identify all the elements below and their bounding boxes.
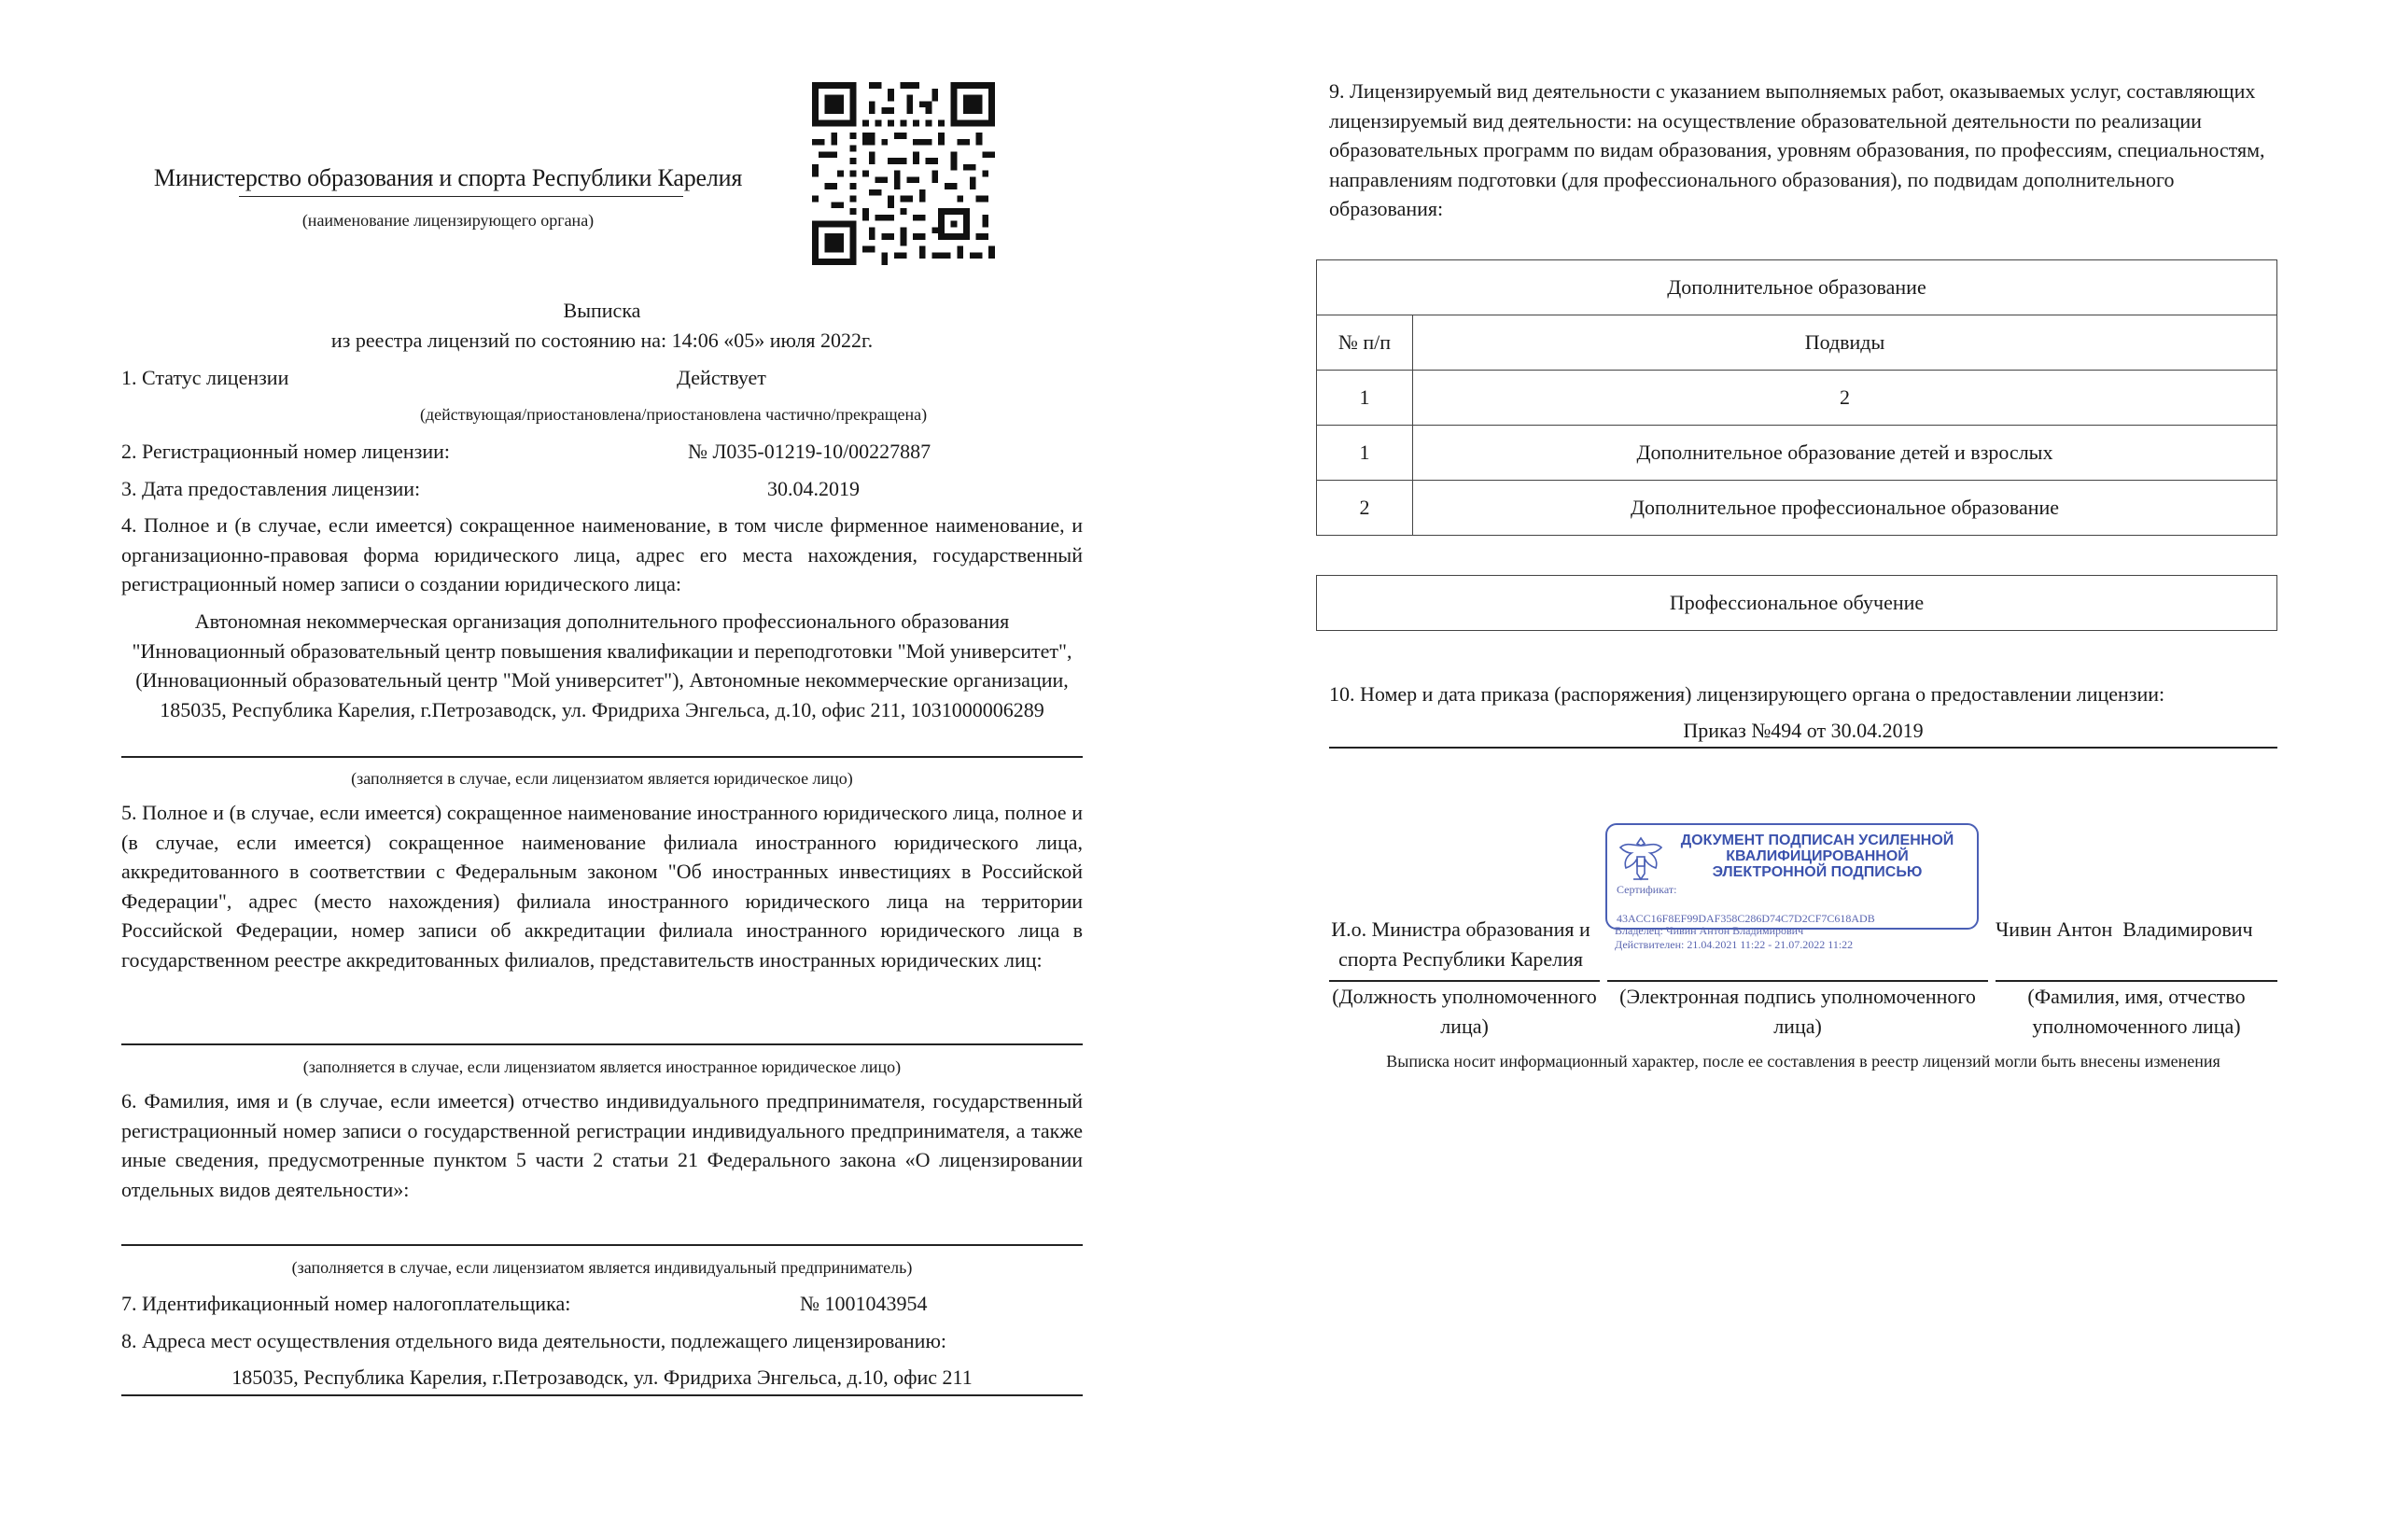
table-title-row <box>1317 260 2277 315</box>
order-underline <box>1329 747 2277 749</box>
issue-date-label: 3. Дата предоставления лицензии: <box>121 477 421 500</box>
signer-name: Чивин Антон Владимирович <box>1996 917 2253 941</box>
item4-text: 4. Полное и (в случае, если имеется) сокращенное наименование, в том числе фирменное наименование, и организационно-правовая форма юридического лица, адрес его места нахождения, государственный регистрационный номер записи о создании юридического лица: <box>121 513 1083 595</box>
item5-caption: (заполняется в случае, если лицензиатом является иностранное юридическое лицо) <box>302 1057 902 1076</box>
caption-signature: (Электронная подпись уполномоченного лица) <box>1619 985 1976 1038</box>
item4-underline <box>121 756 1083 758</box>
extract-title: Выписка <box>563 299 641 322</box>
item5-underline <box>121 1043 1083 1045</box>
item6-text: 6. Фамилия, имя и (в случае, если имеется) отчество индивидуального предпринимателя, государственный регистрационный номер записи о государственной регистрации индивидуального предпринимателя, а также иные сведения, предусмотренные пунктом 5 части 2 статьи 21 Федерального закона «О лицензировании отдельных видов деятельности»: <box>121 1089 1083 1201</box>
inn-value: № 1001043954 <box>800 1292 928 1315</box>
item10-text: 10. Номер и дата приказа (распоряжения) лицензирующего органа о предоставлении лицензии: <box>1329 682 2165 706</box>
item6-underline <box>121 1244 1083 1246</box>
order-value: Приказ №494 от 30.04.2019 <box>1683 719 1924 742</box>
extract-subtitle: из реестра лицензий по состоянию на: 14:06 «05» июля 2022г. <box>330 329 874 352</box>
status-value: Действует <box>677 366 766 389</box>
table-title: Дополнительное образование <box>1317 260 2277 315</box>
item6-caption: (заполняется в случае, если лицензиатом является индивидуальный предприниматель) <box>291 1258 913 1277</box>
stamp-validity: Действителен: 21.04.2021 11:22 - 21.07.2022 11:22 <box>1615 938 1854 951</box>
stamp-cert-label: Сертификат: <box>1617 883 1677 896</box>
row-number: 1 <box>1317 426 1413 481</box>
education-table <box>1316 259 2277 536</box>
coat-of-arms-icon <box>1615 833 1667 885</box>
inn-label: 7. Идентификационный номер налогоплательщика: <box>121 1292 571 1315</box>
right-page <box>1316 0 2287 1540</box>
table-index-row <box>1317 371 2277 426</box>
stamp-certificate: 43ACC16F8EF99DAF358C286D74C7D2CF7C618ADB <box>1617 912 1875 925</box>
address-label: 8. Адреса мест осуществления отдельного вида деятельности, подлежащего лицензированию: <box>121 1329 946 1352</box>
address-underline <box>121 1394 1083 1396</box>
stamp-owner: Владелец: Чивин Антон Владимирович <box>1615 924 1804 937</box>
row-subtype: Дополнительное образование детей и взрослых <box>1413 426 2277 481</box>
col-subtypes-header: Подвиды <box>1413 315 2277 371</box>
status-label: 1. Статус лицензии <box>121 366 289 389</box>
authority-underline <box>239 196 683 197</box>
table-cell: 1 <box>1317 371 1413 426</box>
table-row <box>1317 426 2277 481</box>
e-signature-stamp <box>1605 823 1979 930</box>
reg-number-label: 2. Регистрационный номер лицензии: <box>121 440 451 463</box>
caption-position: (Должность уполномоченного лица) <box>1332 985 1597 1038</box>
caption-name: (Фамилия, имя, отчество уполномоченного лица) <box>2027 985 2246 1038</box>
address-value: 185035, Республика Карелия, г.Петрозаводск, ул. Фридриха Энгельса, д.10, офис 211 <box>231 1365 973 1389</box>
item4-caption: (заполняется в случае, если лицензиатом является юридическое лицо) <box>351 769 853 788</box>
qr-code <box>812 82 995 265</box>
stamp-title: ДОКУМЕНТ ПОДПИСАН УСИЛЕННОЙ КВАЛИФИЦИРОВАННОЙ ЭЛЕКТРОННОЙ ПОДПИСЬЮ <box>1680 833 1954 880</box>
issue-date-value: 30.04.2019 <box>767 477 860 500</box>
reg-number-value: № Л035-01219-10/00227887 <box>688 440 931 463</box>
table-cell: 2 <box>1413 371 2277 426</box>
col-number-header: № п/п <box>1317 315 1413 371</box>
left-page <box>121 0 1083 1540</box>
footnote: Выписка носит информационный характер, после ее составления в реестр лицензий могли быть внесены изменения <box>1386 1052 2220 1071</box>
row-number: 2 <box>1317 481 1413 536</box>
item5-text: 5. Полное и (в случае, если имеется) сокращенное наименование иностранного юридического лица, полное и (в случае, если имеется) сокращенное наименование филиала иностранного юридического лица, аккредитованного в соответствии с Федеральным законом "Об иностранных инвестициях в Российской Федерации", адрес (место нахождения) филиала иностранного юридического лица на территории Российской Федерации, номер записи об аккредитации филиала иностранного юридического лица в государственном реестре аккредитованных филиалов, представительств иностранных юридических лиц: <box>121 801 1083 972</box>
professional-training-box: Профессиональное обучение <box>1316 575 2277 631</box>
status-caption: (действующая/приостановлена/приостановлена частично/прекращена) <box>420 405 928 424</box>
authority-caption: (наименование лицензирующего органа) <box>301 211 595 230</box>
licensee-info: Автономная некоммерческая организация дополнительного профессионального образования "Инновационный образовательный центр повышения квалификации и переподготовки "Мой университет", (Инновационный образовательный центр "Мой университет"), Автономные некоммерческие организации, 185035, Республика Карелия, г.Петрозаводск, ул. Фридриха Энгельса, д.10, офис 211, 1031000006289 <box>132 609 1072 721</box>
table-row <box>1317 481 2277 536</box>
item9-text: 9. Лицензируемый вид деятельности с указанием выполняемых работ, оказываемых услуг, составляющих лицензируемый вид деятельности: на осуществление образовательной деятельности по реализации образовательных программ по видам образования, уровням образования, по профессиям, специальностям, направлениям подготовки (для профессионального образования), по подвидам дополнительного образования: <box>1329 79 2265 220</box>
table-header-row <box>1317 315 2277 371</box>
licensing-authority-name: Министерство образования и спорта Республики Карелия <box>153 164 743 191</box>
signer-position: И.о. Министра образования и спорта Республики Карелия <box>1331 917 1590 971</box>
row-subtype: Дополнительное профессиональное образование <box>1413 481 2277 536</box>
